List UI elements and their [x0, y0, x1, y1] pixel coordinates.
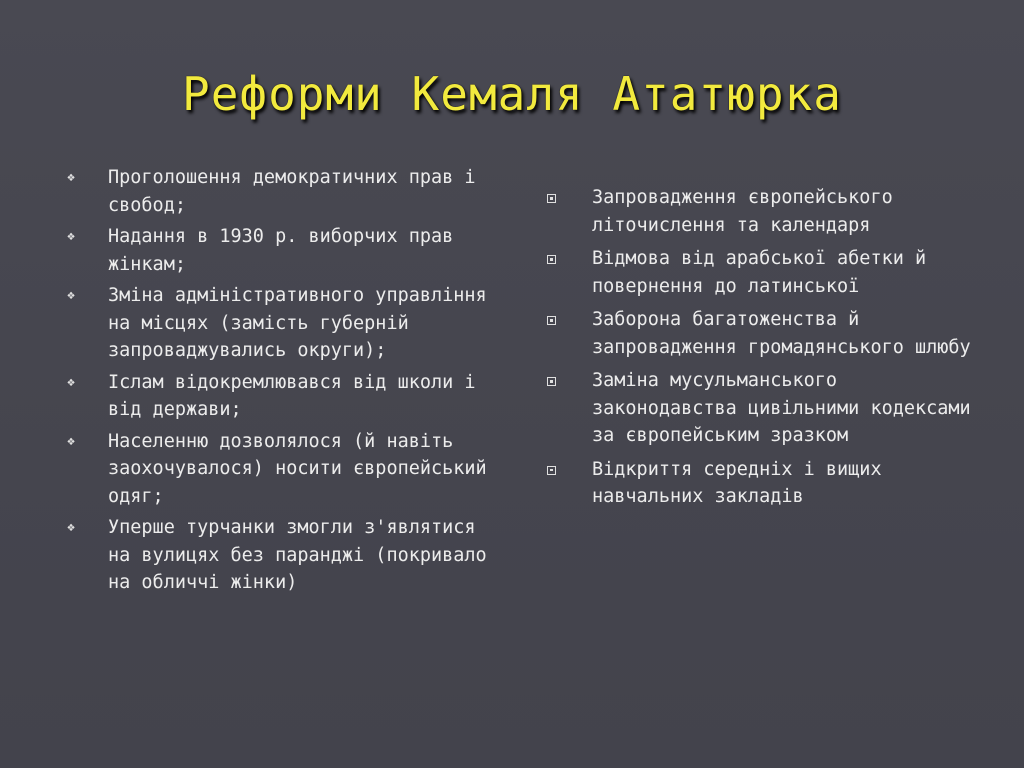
- diamond-bullet-icon: ❖: [67, 229, 75, 244]
- list-item-text: Проголошення демократичних прав і свобод;: [108, 167, 476, 216]
- list-item: [544, 184, 984, 239]
- right-bullet-list: [544, 184, 984, 517]
- square-bullet-icon: [547, 377, 556, 386]
- square-bullet-icon: [547, 255, 556, 264]
- list-item: [62, 514, 502, 597]
- list-item: [544, 456, 984, 511]
- list-item-text: Зміна адміністративного управління на місцях (замість губерній запроваджувались округи);: [108, 285, 487, 361]
- list-item: [544, 306, 984, 361]
- list-item: [62, 223, 502, 278]
- diamond-bullet-icon: ❖: [67, 170, 75, 185]
- list-item-text: Населенню дозволялося (й навіть заохочувалося) носити європейський одяг;: [108, 430, 487, 507]
- square-bullet-icon: [547, 194, 556, 203]
- diamond-bullet-icon: ❖: [67, 433, 75, 449]
- diamond-bullet-icon: ❖: [67, 288, 75, 303]
- list-item-text: Заборона багатоженства й запровадження громадянського шлюбу: [592, 309, 971, 358]
- diamond-bullet-icon: ❖: [67, 374, 75, 390]
- list-item-text: Відкриття середніх і вищих навчальних закладів: [592, 458, 882, 507]
- list-item: [62, 164, 502, 219]
- list-item-text: Відмова від арабської абетки й повернення до латинської: [592, 248, 927, 297]
- list-item-text: Уперше турчанки змогли з'являтися на вулицях без паранджі (покривало на обличчі жінки): [108, 517, 487, 593]
- list-item-text: Заміна мусульманського законодавства цивільними кодексами за європейським зразком: [592, 370, 971, 446]
- left-bullet-list: [62, 164, 502, 601]
- list-item: [62, 428, 502, 511]
- list-item: [544, 367, 984, 450]
- diamond-bullet-icon: ❖: [67, 520, 75, 535]
- slide-title: Реформи Кемаля Ататюрка: [182, 67, 842, 121]
- list-item: [544, 245, 984, 300]
- list-item: [62, 369, 502, 424]
- list-item-text: Іслам відокремлювався від школи і від держави;: [108, 371, 476, 420]
- square-bullet-icon: [547, 316, 556, 325]
- list-item-text: Запровадження європейського літочислення та календаря: [592, 187, 893, 236]
- square-bullet-icon: [547, 466, 556, 475]
- list-item: [62, 282, 502, 365]
- list-item-text: Надання в 1930 р. виборчих прав жінкам;: [108, 226, 454, 275]
